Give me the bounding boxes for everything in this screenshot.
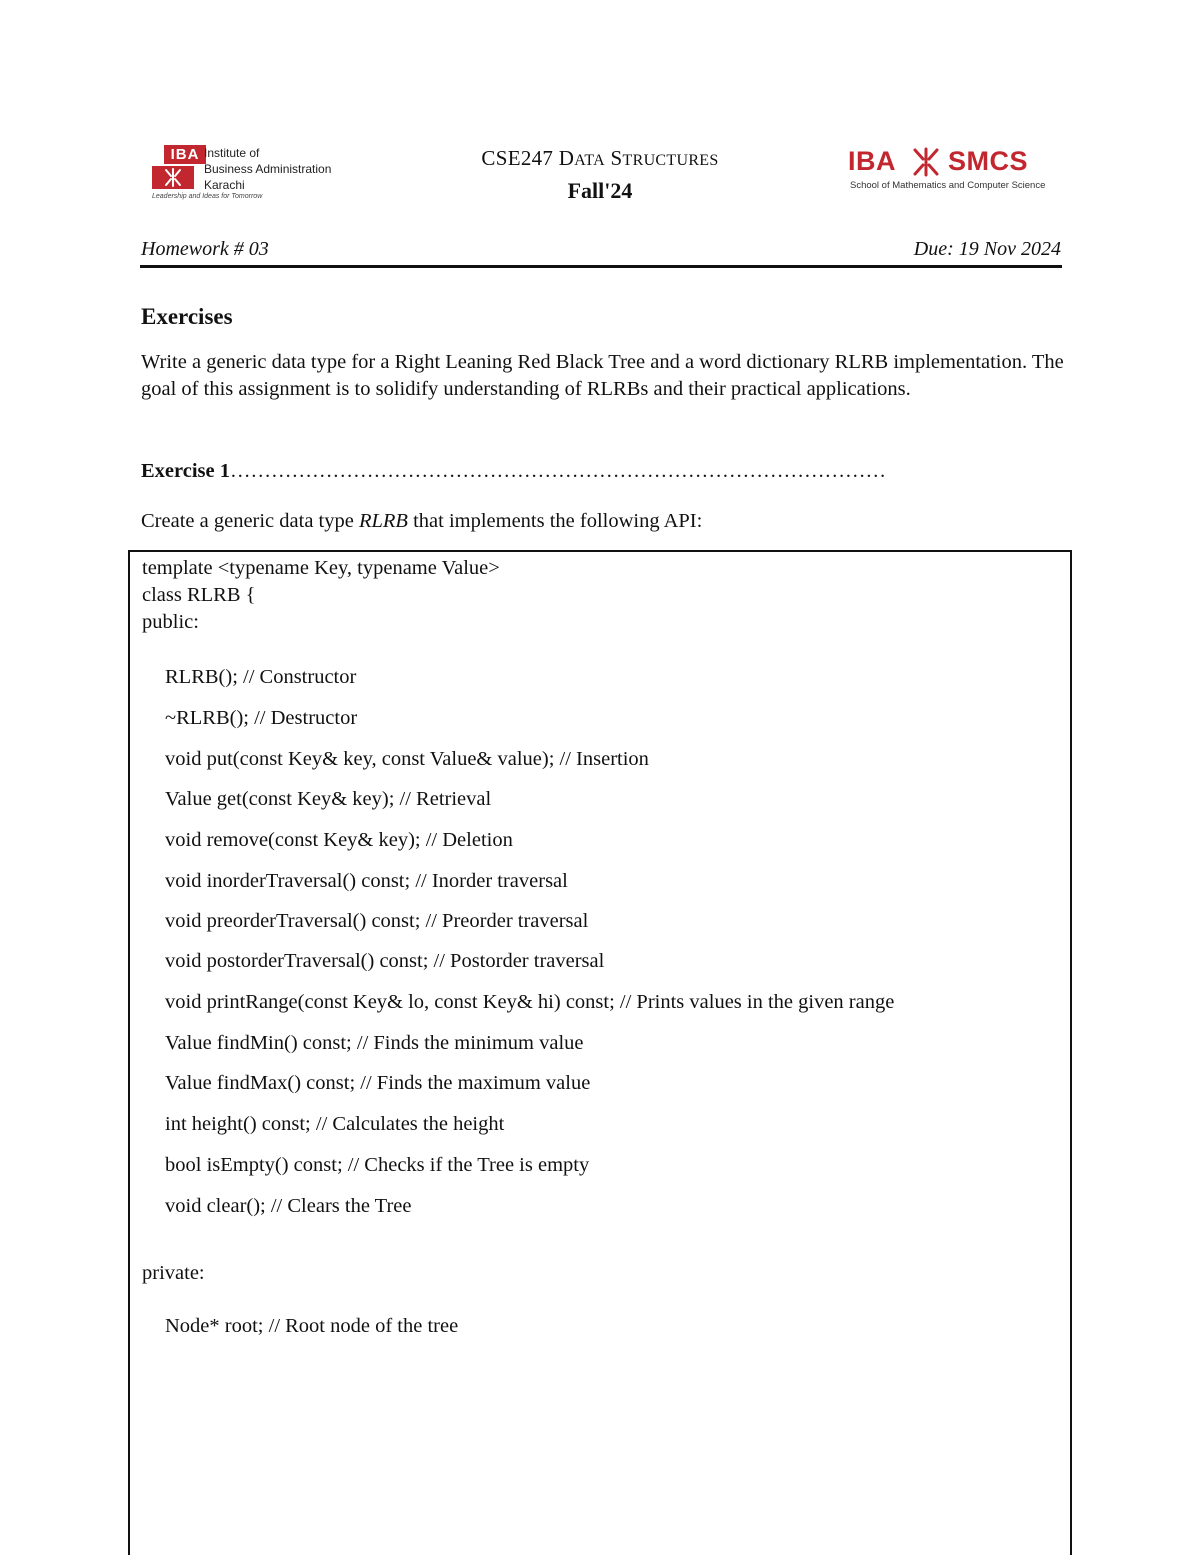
section-heading: Exercises xyxy=(141,304,233,329)
code-method-line: Value findMax() const; // Finds the maximum value xyxy=(165,1072,591,1094)
smcs-emblem-icon xyxy=(908,147,944,182)
code-public-label: public: xyxy=(142,611,199,633)
code-method-line: ~RLRB(); // Destructor xyxy=(165,707,358,729)
code-class-line: class RLRB { xyxy=(142,584,256,606)
intro-paragraph: Write a generic data type for a Right Leaning Red Black Tree and a word dictionary RLRB implementation. The goal of this assignment is to solidify understanding of RLRBs and their practical applications. xyxy=(141,351,1064,400)
code-method-line: void clear(); // Clears the Tree xyxy=(165,1195,412,1217)
due-date: Due: 19 Nov 2024 xyxy=(913,238,1061,260)
code-method-line: void printRange(const Key& lo, const Key& hi) const; // Prints values in the given range xyxy=(165,991,895,1013)
exercise-prompt: Create a generic data type RLRB that implements the following API: xyxy=(141,510,703,532)
homework-number: Homework # 03 xyxy=(141,238,269,260)
code-root-line: Node* root; // Root node of the tree xyxy=(165,1315,459,1337)
code-method-line: int height() const; // Calculates the height xyxy=(165,1113,505,1135)
code-method-line: void inorderTraversal() const; // Inorder traversal xyxy=(165,870,568,892)
code-method-line: void put(const Key& key, const Value& value); // Insertion xyxy=(165,748,649,770)
exercise-heading: Exercise 1…………………………………………………………………………………… xyxy=(141,460,886,482)
course-title: CSE247 DATA STRUCTURES xyxy=(481,146,719,170)
iba-smcs-logo xyxy=(848,146,1053,192)
institute-motto: Leadership and Ideas for Tomorrow xyxy=(152,193,263,200)
code-method-line: bool isEmpty() const; // Checks if the Tree is empty xyxy=(165,1154,590,1176)
term-label: Fall'24 xyxy=(567,178,633,203)
school-name: School of Mathematics and Computer Science xyxy=(850,180,1046,191)
code-method-line: void postorderTraversal() const; // Postorder traversal xyxy=(165,950,605,972)
api-code-box xyxy=(128,550,1072,1555)
institute-name: Institute of Business Administration Karachi xyxy=(204,146,332,192)
code-template-line: template <typename Key, typename Value> xyxy=(142,557,500,579)
code-method-line: void preorderTraversal() const; // Preorder traversal xyxy=(165,910,589,932)
header-divider xyxy=(140,265,1062,268)
code-method-line: Value get(const Key& key); // Retrieval xyxy=(165,788,492,810)
code-private-label: private: xyxy=(142,1262,205,1284)
smcs-word: SMCS xyxy=(948,146,1029,176)
iba-badge: IBA xyxy=(164,145,206,164)
code-method-line: Value findMin() const; // Finds the minimum value xyxy=(165,1032,584,1054)
code-method-line: void remove(const Key& key); // Deletion xyxy=(165,829,513,851)
smcs-iba-word: IBA xyxy=(848,146,896,176)
code-method-line: RLRB(); // Constructor xyxy=(165,666,357,688)
dot-leader: …………………………………………………………………………………… xyxy=(230,460,886,482)
